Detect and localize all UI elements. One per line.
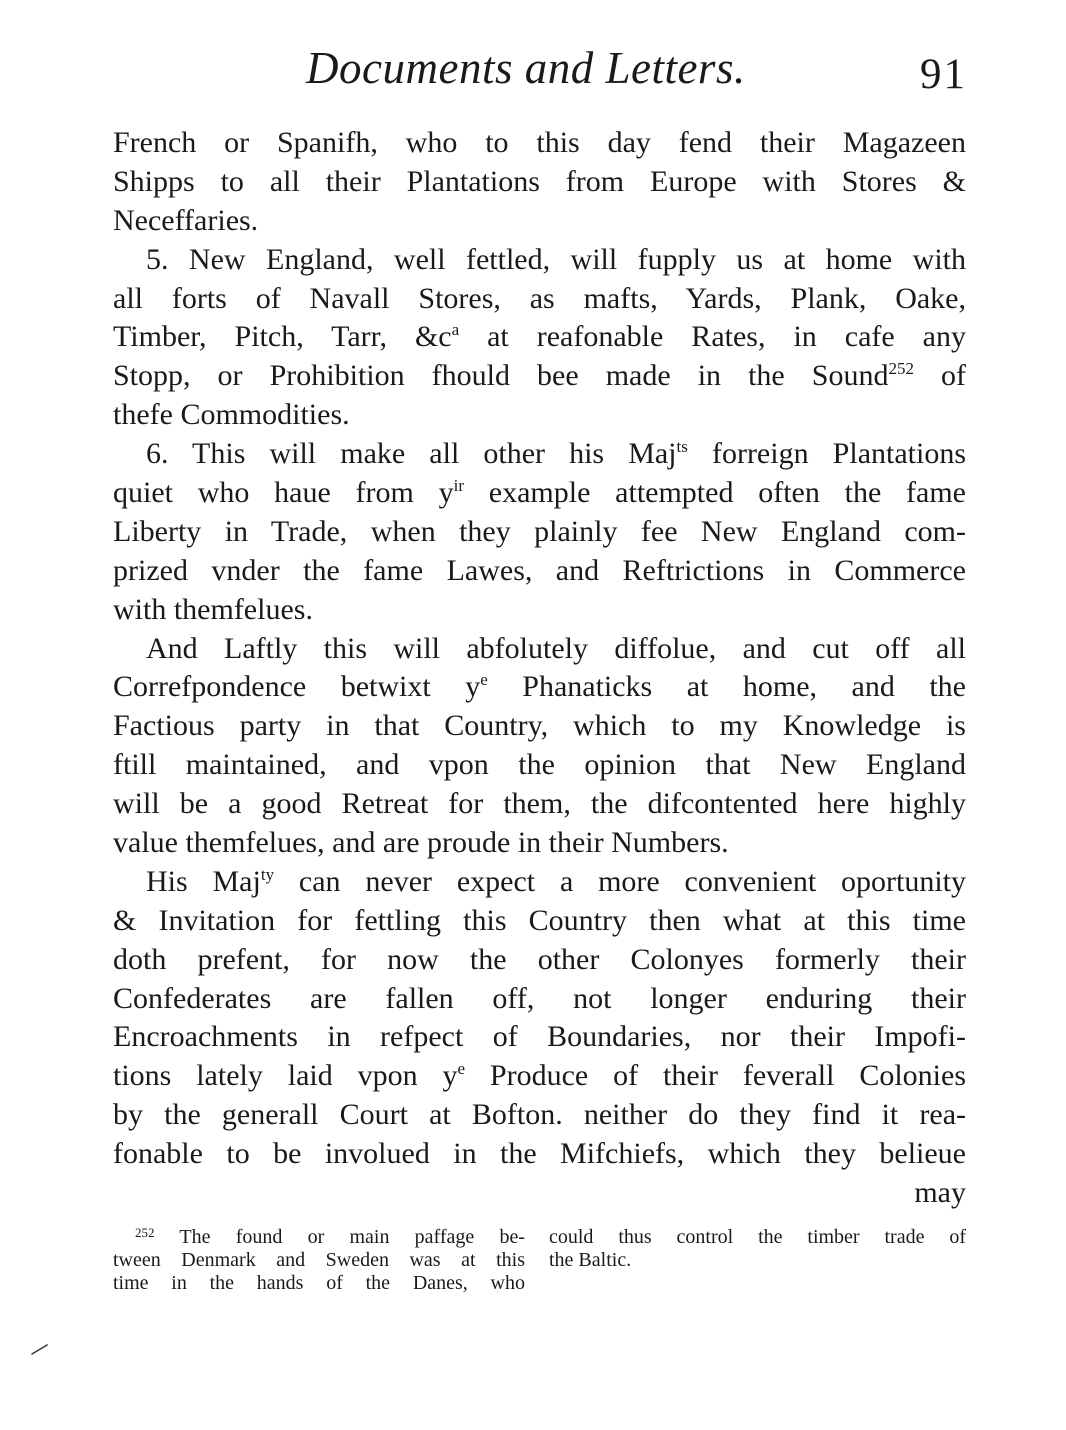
footnote-number: 252 xyxy=(135,1225,155,1240)
text-line: Factious party in that Country, which to my Knowledge is xyxy=(113,709,966,743)
page-number: 91 xyxy=(920,51,967,98)
running-head xyxy=(0,42,1066,102)
text-line: Shipps to all their Plantations from Europe with Stores & xyxy=(113,164,966,198)
text-line: quiet who haue from $y^{ir}$ example attempted often the fame xyxy=(113,476,966,510)
superscript: e xyxy=(480,670,488,690)
text-line: & Invitation for fettling this Country then what at this time xyxy=(113,903,966,937)
footnote-line: the Baltic. xyxy=(549,1249,632,1271)
footnote-line: $^{252}$ The found or main paffage be- xyxy=(135,1225,526,1248)
footnote-reference: 252 xyxy=(888,359,914,379)
footnote-line: tween Denmark and Sweden was at this xyxy=(113,1249,525,1271)
text-line: 6. This will make all other his Maj$^{ts}$ forreign Plantations xyxy=(146,437,967,471)
text-line: 5. New England, well fettled, will fupply us at home with xyxy=(146,242,966,276)
catchword: may xyxy=(914,1176,966,1210)
text-line: His Maj$^{ty}$ can never expect a more convenient oportunity xyxy=(146,864,967,898)
superscript: ty xyxy=(260,864,275,884)
superscript: e xyxy=(457,1059,466,1079)
footnote-column-right xyxy=(549,1226,966,1272)
text-line: French or Spanifh, who to this day fend their Magazeen xyxy=(113,126,966,159)
superscript: ts xyxy=(676,437,688,457)
running-title: Documents and Letters. xyxy=(306,43,746,93)
text-line: value themfelues, and are proude in their Numbers. xyxy=(113,826,729,860)
text-line: by the generall Court at Bofton. neither do they find it rea- xyxy=(113,1098,966,1132)
footnote-column-left xyxy=(113,1226,525,1295)
text-line: Encroachments in refpect of Boundaries, nor their Impofi- xyxy=(113,1020,966,1054)
body-text xyxy=(113,124,966,1213)
text-line: Timber, Pitch, Tarr, $\&c^a$ at reafonable Rates, in cafe any xyxy=(113,320,966,354)
text-line: all forts of Navall Stores, as mafts, Yards, Plank, Oake, xyxy=(113,281,966,315)
text-line: Stopp, or Prohibition fhould bee made in the Sound$^{252}$ of xyxy=(113,359,966,393)
text-line: Liberty in Trade, when they plainly fee New England com- xyxy=(113,514,966,548)
text-line: prized vnder the fame Lawes, and Reftrictions in Commerce xyxy=(113,553,966,587)
footnote-line: could thus control the timber trade of xyxy=(549,1226,966,1248)
text-line: Correfpondence betwixt $y^e$ Phanaticks at home, and the xyxy=(113,670,966,704)
superscript: ir xyxy=(453,476,465,496)
text-line: will be a good Retreat for them, the difcontented here highly xyxy=(113,787,966,821)
text-line: doth prefent, for now the other Colonyes formerly their xyxy=(113,942,966,976)
text-line: Neceffaries. xyxy=(113,203,259,237)
text-line: thefe Commodities. xyxy=(113,398,350,432)
text-line: Confederates are fallen off, not longer enduring their xyxy=(113,981,966,1015)
superscript: a xyxy=(451,320,460,340)
text-line: fonable to be involued in the Mifchiefs, which they belieue xyxy=(113,1137,966,1171)
text-line: tions lately laid vpon $y^e$ Produce of their feverall Colonies xyxy=(113,1059,966,1093)
pencil-mark-icon xyxy=(30,1342,50,1356)
footnote-line: time in the hands of the Danes, who xyxy=(113,1272,525,1294)
text-line: And Laftly this will abfolutely diffolue, and cut off all xyxy=(146,631,966,665)
text-line: ftill maintained, and vpon the opinion that New England xyxy=(113,748,966,782)
text-line: with themfelues. xyxy=(113,592,313,626)
